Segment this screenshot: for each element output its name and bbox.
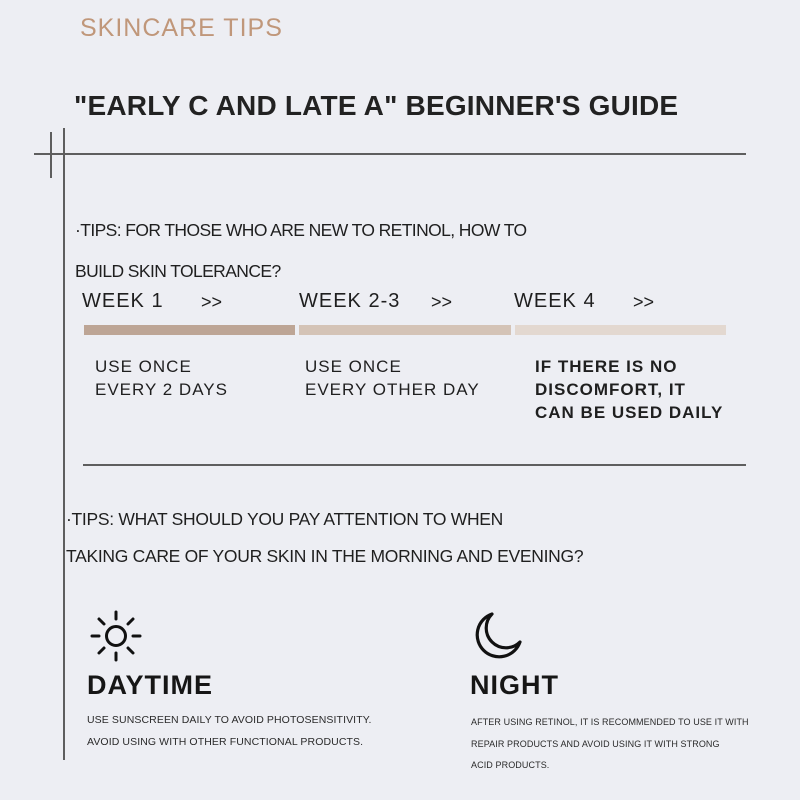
left-border: [63, 128, 65, 760]
page-title: "EARLY C AND LATE A" BEGINNER'S GUIDE: [74, 90, 679, 121]
night-note-1: AFTER USING RETINOL, IT IS RECOMMENDED TO USE IT WITH: [471, 717, 749, 727]
week-2-3-label: WEEK 2-3: [299, 290, 401, 312]
night-heading: NIGHT: [470, 670, 559, 700]
tip1-line1: ·TIPS: FOR THOSE WHO ARE NEW TO RETINOL, HOW TO: [75, 220, 527, 240]
section-divider: [83, 464, 746, 466]
tip2-line2: TAKING CARE OF YOUR SKIN IN THE MORNING AND EVENING?: [66, 546, 584, 566]
week-4-instruction: IF THERE IS NO DISCOMFORT, IT CAN BE USED DAILY: [535, 357, 724, 422]
week-1-label: WEEK 1: [82, 290, 164, 312]
brand-label: SKINCARE TIPS: [80, 14, 283, 42]
tip1-line2: BUILD SKIN TOLERANCE?: [75, 261, 281, 281]
title-divider: [34, 153, 746, 155]
night-note-3: ACID PRODUCTS.: [471, 760, 550, 770]
sun-icon: [88, 608, 144, 664]
week-2-3-bar: [299, 325, 511, 335]
week-1-instruction: USE ONCE EVERY 2 DAYS: [95, 357, 228, 399]
week-1-bar: [84, 325, 295, 335]
week-2-3-arrow: >>: [431, 292, 453, 312]
week-4-label: WEEK 4: [514, 290, 596, 312]
daytime-note-2: AVOID USING WITH OTHER FUNCTIONAL PRODUCTS.: [87, 736, 364, 748]
tip2-line1: ·TIPS: WHAT SHOULD YOU PAY ATTENTION TO WHEN: [66, 509, 503, 529]
crosshair-vertical: [50, 132, 52, 178]
week-4-arrow: >>: [633, 292, 655, 312]
night-note-2: REPAIR PRODUCTS AND AVOID USING IT WITH STRONG: [471, 739, 720, 749]
daytime-heading: DAYTIME: [87, 670, 214, 700]
moon-icon: [470, 608, 526, 664]
daytime-note-1: USE SUNSCREEN DAILY TO AVOID PHOTOSENSITIVITY.: [87, 714, 372, 726]
week-1-arrow: >>: [201, 292, 223, 312]
week-2-3-instruction: USE ONCE EVERY OTHER DAY: [305, 357, 480, 399]
week-4-bar: [515, 325, 726, 335]
